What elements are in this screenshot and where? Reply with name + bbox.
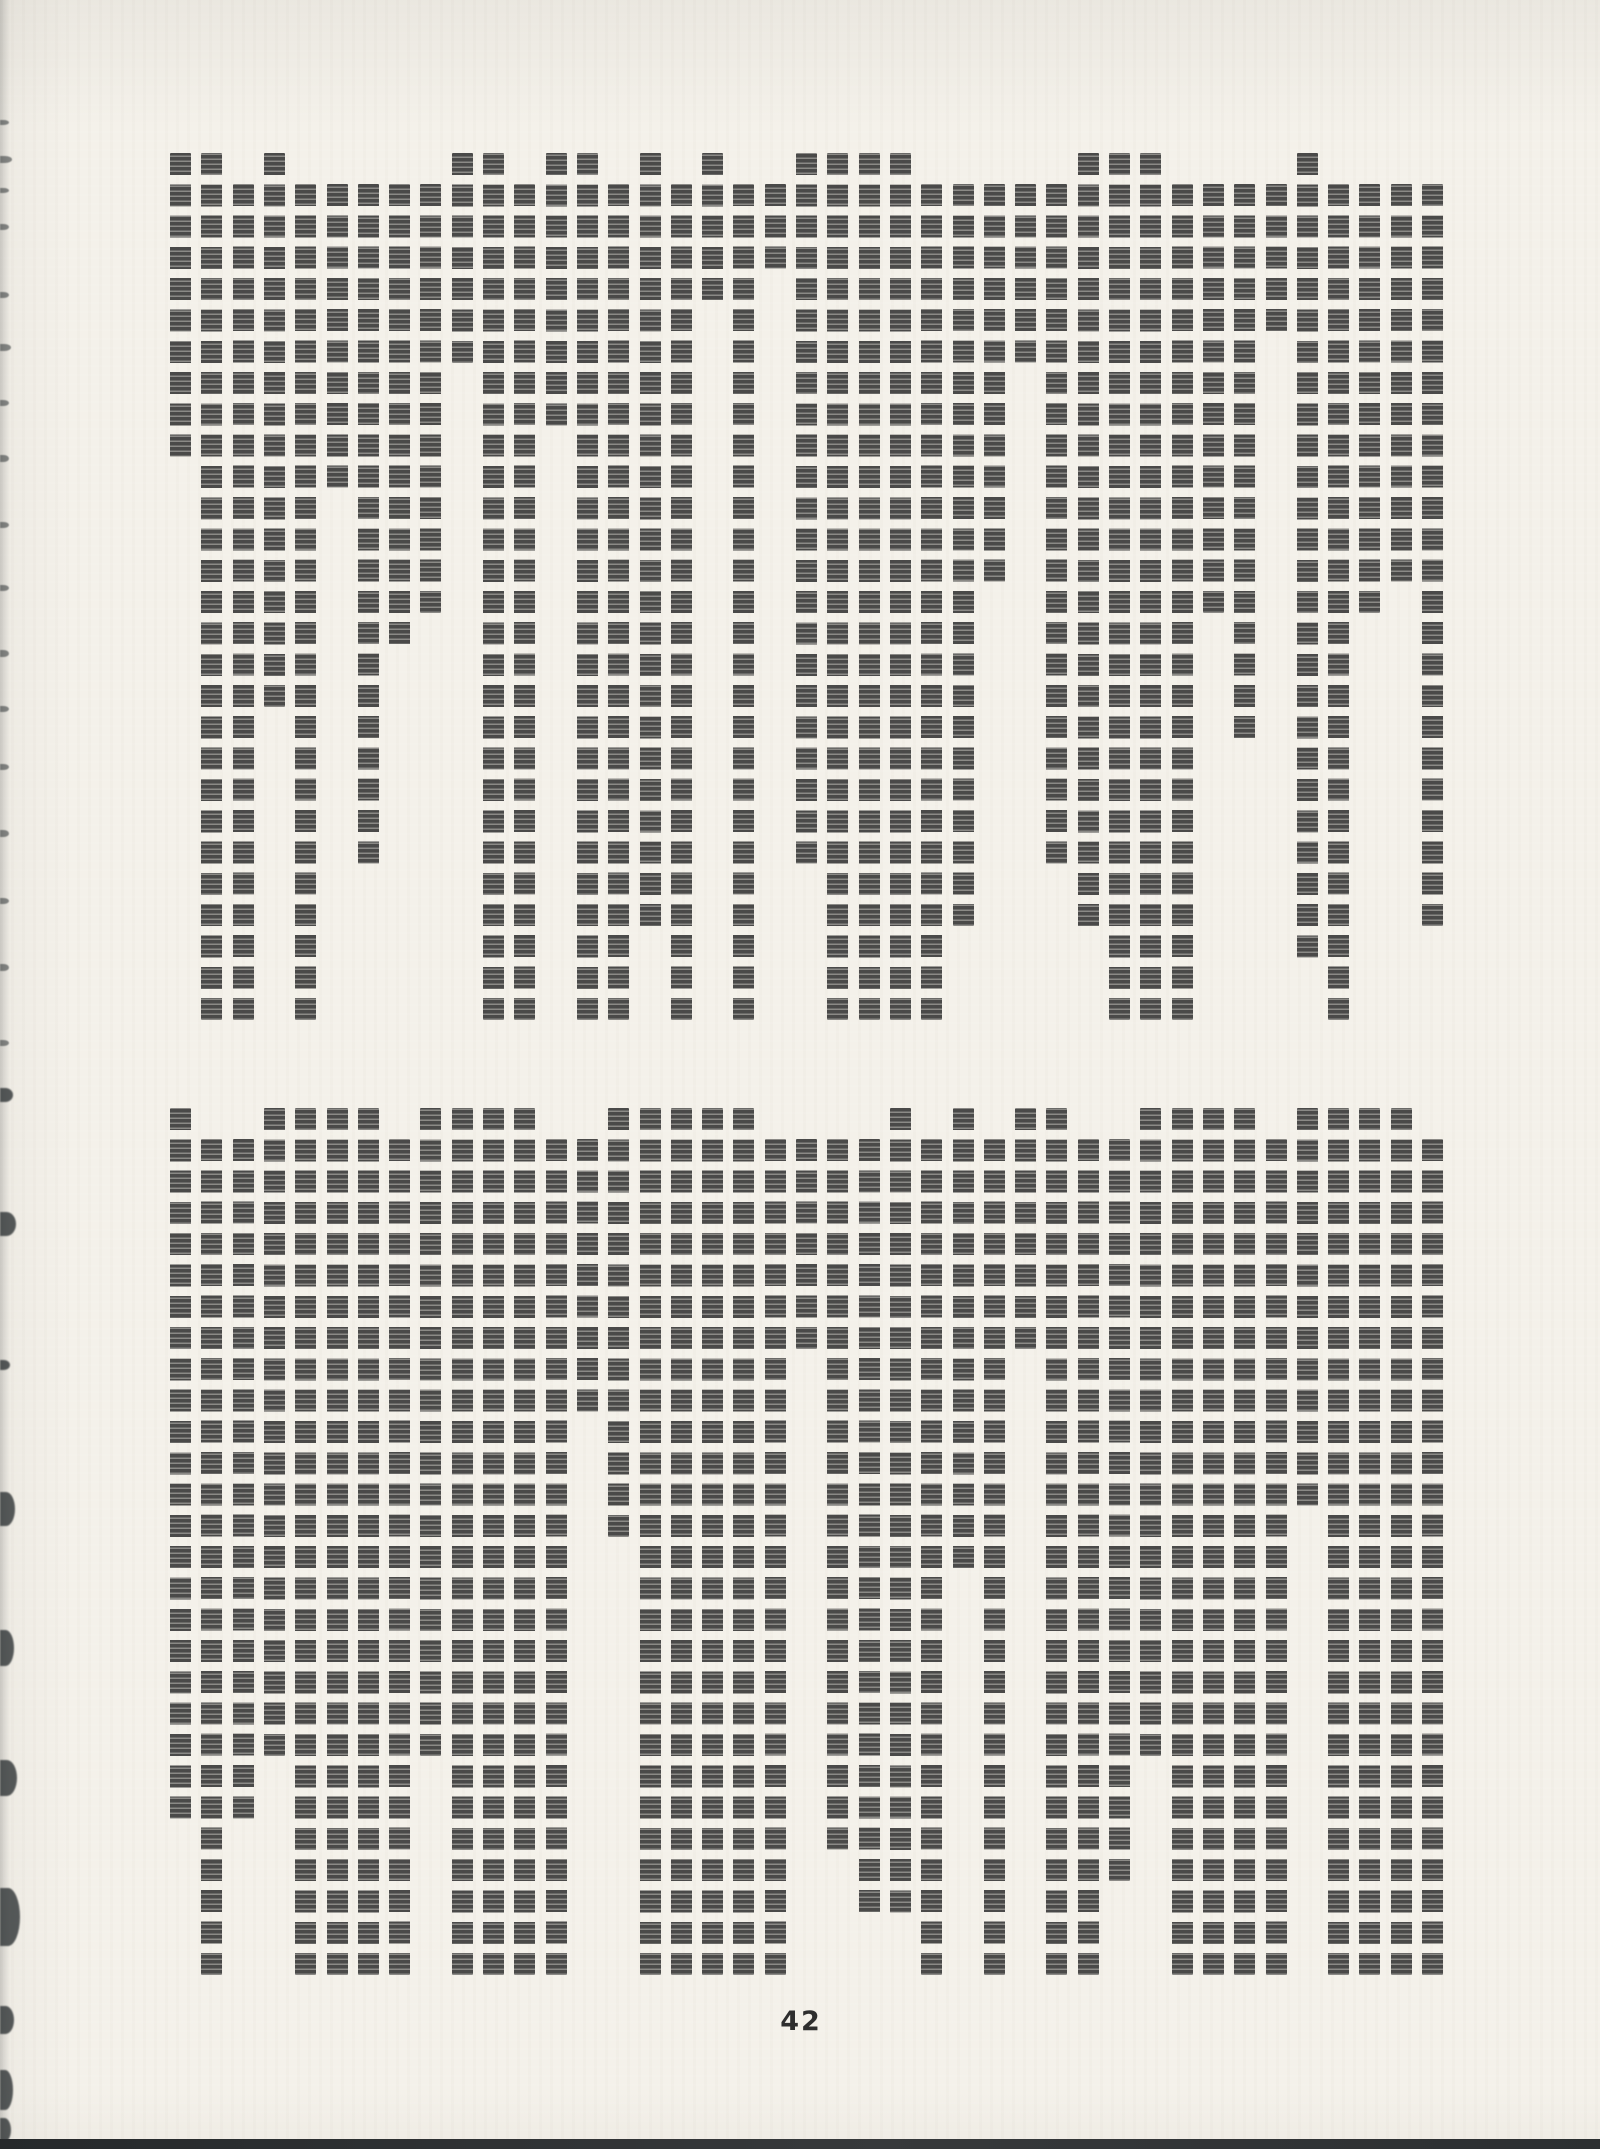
scan-smudge bbox=[0, 1888, 20, 1946]
text-column-redacted bbox=[1203, 1108, 1224, 1975]
text-column-redacted bbox=[483, 153, 504, 1020]
text-column-redacted bbox=[1140, 153, 1161, 1020]
text-column-redacted bbox=[1078, 1139, 1099, 1975]
text-column-redacted bbox=[577, 153, 598, 1020]
text-column-redacted bbox=[546, 153, 567, 426]
text-column-redacted bbox=[765, 184, 786, 269]
page-number: 42 bbox=[780, 2006, 822, 2037]
text-column-redacted bbox=[420, 1108, 441, 1756]
text-column-redacted bbox=[1109, 153, 1130, 1020]
text-column-redacted bbox=[1015, 184, 1036, 363]
scan-smudge bbox=[0, 1492, 15, 1526]
text-column-redacted bbox=[953, 184, 974, 926]
scan-smudge bbox=[0, 1212, 16, 1236]
text-column-redacted bbox=[1140, 1108, 1161, 1756]
text-column-redacted bbox=[859, 1139, 880, 1913]
text-column-redacted bbox=[702, 153, 723, 301]
text-column-redacted bbox=[796, 1139, 817, 1349]
text-column-redacted bbox=[671, 184, 692, 1020]
text-column-redacted bbox=[452, 1108, 473, 1975]
text-column-redacted bbox=[1234, 1108, 1255, 1975]
text-column-redacted bbox=[514, 184, 535, 1020]
text-column-redacted bbox=[1422, 184, 1443, 926]
text-column-redacted bbox=[1266, 1139, 1287, 1975]
text-column-redacted bbox=[358, 184, 379, 864]
text-column-redacted bbox=[765, 1139, 786, 1975]
text-column-redacted bbox=[233, 184, 254, 1020]
text-column-redacted bbox=[1266, 184, 1287, 332]
scan-smudge bbox=[0, 1760, 17, 1796]
text-column-redacted bbox=[389, 184, 410, 645]
text-column-redacted bbox=[577, 1139, 598, 1412]
text-column-redacted bbox=[796, 153, 817, 864]
text-column-redacted bbox=[640, 153, 661, 927]
text-column-redacted bbox=[1328, 184, 1349, 1020]
text-column-redacted bbox=[295, 1108, 316, 1975]
binding-edge-shadow bbox=[0, 0, 10, 2149]
text-column-redacted bbox=[608, 184, 629, 1020]
text-column-redacted bbox=[1297, 153, 1318, 958]
text-column-redacted bbox=[1078, 153, 1099, 927]
text-column-redacted bbox=[1046, 1108, 1067, 1975]
text-column-redacted bbox=[859, 153, 880, 1020]
text-column-redacted bbox=[984, 184, 1005, 582]
text-column-redacted bbox=[358, 1108, 379, 1975]
scan-smudge bbox=[0, 2070, 13, 2110]
text-column-redacted bbox=[1172, 1108, 1193, 1975]
text-column-redacted bbox=[1328, 1108, 1349, 1975]
text-column-redacted bbox=[827, 153, 848, 1020]
text-column-redacted bbox=[702, 1108, 723, 1975]
text-column-redacted bbox=[1109, 1139, 1130, 1881]
text-column-redacted bbox=[295, 184, 316, 1020]
text-column-redacted bbox=[921, 1139, 942, 1975]
scan-smudge bbox=[0, 2006, 14, 2034]
text-column-redacted bbox=[1422, 1139, 1443, 1975]
text-column-redacted bbox=[389, 1139, 410, 1975]
text-column-redacted bbox=[420, 184, 441, 613]
text-column-redacted bbox=[201, 1139, 222, 1975]
text-column-redacted bbox=[233, 1139, 254, 1819]
text-column-redacted bbox=[640, 1108, 661, 1975]
text-column-redacted bbox=[608, 1108, 629, 1537]
text-column-redacted bbox=[1297, 1108, 1318, 1506]
text-column-redacted bbox=[327, 184, 348, 488]
scan-smudge bbox=[0, 156, 12, 163]
text-column-redacted bbox=[733, 1108, 754, 1975]
text-column-redacted bbox=[264, 153, 285, 707]
text-column-redacted bbox=[921, 184, 942, 1020]
text-column-redacted bbox=[733, 184, 754, 1020]
text-column-redacted bbox=[1172, 184, 1193, 1020]
text-column-redacted bbox=[1046, 184, 1067, 864]
text-column-redacted bbox=[452, 153, 473, 363]
text-column-redacted bbox=[1391, 1108, 1412, 1975]
scan-smudge bbox=[0, 1630, 14, 1666]
text-column-redacted bbox=[170, 1108, 191, 1819]
text-column-redacted bbox=[201, 153, 222, 1020]
text-column-redacted bbox=[1391, 184, 1412, 582]
text-column-redacted bbox=[1234, 184, 1255, 738]
text-column-redacted bbox=[671, 1108, 692, 1975]
text-column-redacted bbox=[827, 1139, 848, 1850]
text-column-redacted bbox=[1359, 1108, 1380, 1975]
scan-smudge bbox=[0, 1088, 13, 1102]
text-column-redacted bbox=[890, 153, 911, 1020]
text-column-redacted bbox=[1203, 184, 1224, 613]
text-column-redacted bbox=[514, 1108, 535, 1975]
text-column-redacted bbox=[1015, 1108, 1036, 1349]
text-column-redacted bbox=[984, 1139, 1005, 1975]
text-column-redacted bbox=[890, 1108, 911, 1913]
text-column-redacted bbox=[170, 153, 191, 457]
text-column-redacted bbox=[546, 1139, 567, 1975]
text-column-redacted bbox=[953, 1108, 974, 1569]
scan-bottom-edge bbox=[0, 2139, 1600, 2149]
text-column-redacted bbox=[1359, 184, 1380, 613]
text-column-redacted bbox=[483, 1108, 504, 1975]
text-column-redacted bbox=[327, 1108, 348, 1975]
text-column-redacted bbox=[264, 1108, 285, 1756]
